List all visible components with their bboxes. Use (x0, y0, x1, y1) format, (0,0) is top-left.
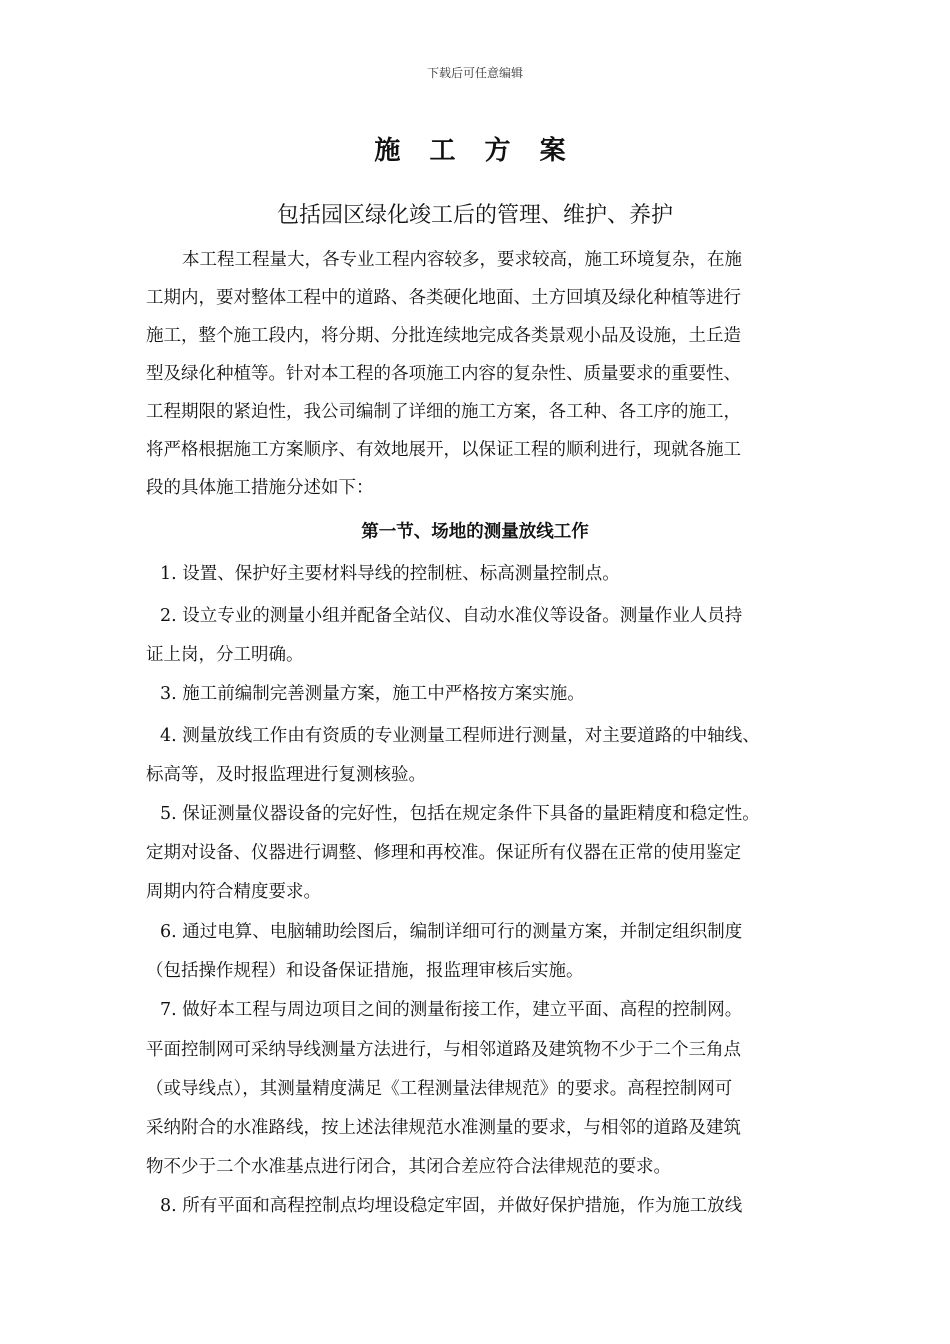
list-item: 3. 施工前编制完善测量方案，施工中严格按方案实施。 (160, 684, 585, 704)
list-item: 5. 保证测量仪器设备的完好性，包括在规定条件下具备的量距精度和稳定性。 (160, 804, 760, 824)
intro-line: 工期内，要对整体工程中的道路、各类硬化地面、土方回填及绿化种植等进行 (146, 288, 741, 308)
document-subtitle: 包括园区绿化竣工后的管理、维护、养护 (276, 203, 673, 228)
section-heading: 第一节、场地的测量放线工作 (361, 522, 589, 542)
intro-line: 施工，整个施工段内，将分期、分批连续地完成各类景观小品及设施，土丘造 (146, 326, 741, 346)
intro-line: 工程期限的紧迫性，我公司编制了详细的施工方案，各工种、各工序的施工， (146, 402, 741, 422)
list-item: 8. 所有平面和高程控制点均埋设稳定牢固，并做好保护措施，作为施工放线 (160, 1196, 743, 1216)
list-item-continuation: 定期对设备、仪器进行调整、修理和再校准。保证所有仪器在正常的使用鉴定 (146, 843, 741, 863)
list-item-continuation: （或导线点），其测量精度满足《工程测量法律规范》的要求。高程控制网可 (146, 1079, 733, 1099)
list-item: 6. 通过电算、电脑辅助绘图后，编制详细可行的测量方案，并制定组织制度 (160, 922, 743, 942)
list-item-continuation: 采纳附合的水准路线，按上述法律规范水准测量的要求，与相邻的道路及建筑 (146, 1118, 741, 1138)
intro-line: 段的具体施工措施分述如下： (146, 478, 374, 498)
list-item: 1. 设置、保护好主要材料导线的控制桩、标高测量控制点。 (160, 564, 620, 584)
intro-line: 型及绿化种植等。针对本工程的各项施工内容的复杂性、质量要求的重要性、 (146, 364, 741, 384)
page-header: 下载后可任意编辑 (426, 66, 523, 80)
list-item-continuation: 证上岗，分工明确。 (146, 645, 304, 665)
list-item: 2. 设立专业的测量小组并配备全站仪、自动水准仪等设备。测量作业人员持 (160, 606, 743, 626)
intro-line: 将严格根据施工方案顺序、有效地展开，以保证工程的顺利进行，现就各施工 (146, 440, 741, 460)
list-item: 7. 做好本工程与周边项目之间的测量衔接工作，建立平面、高程的控制网。 (160, 1000, 743, 1020)
document-title: 施 工 方 案 (374, 136, 576, 166)
intro-line: 本工程工程量大，各专业工程内容较多，要求较高，施工环境复杂，在施 (182, 250, 742, 270)
list-item-continuation: 平面控制网可采纳导线测量方法进行，与相邻道路及建筑物不少于二个三角点 (146, 1040, 741, 1060)
list-item-continuation: 物不少于二个水准基点进行闭合，其闭合差应符合法律规范的要求。 (146, 1157, 671, 1177)
list-item-continuation: 标高等，及时报监理进行复测核验。 (146, 765, 426, 785)
list-item: 4. 测量放线工作由有资质的专业测量工程师进行测量，对主要道路的中轴线、 (160, 726, 760, 746)
list-item-continuation: （包括操作规程）和设备保证措施，报监理审核后实施。 (146, 961, 584, 981)
list-item-continuation: 周期内符合精度要求。 (146, 882, 321, 902)
